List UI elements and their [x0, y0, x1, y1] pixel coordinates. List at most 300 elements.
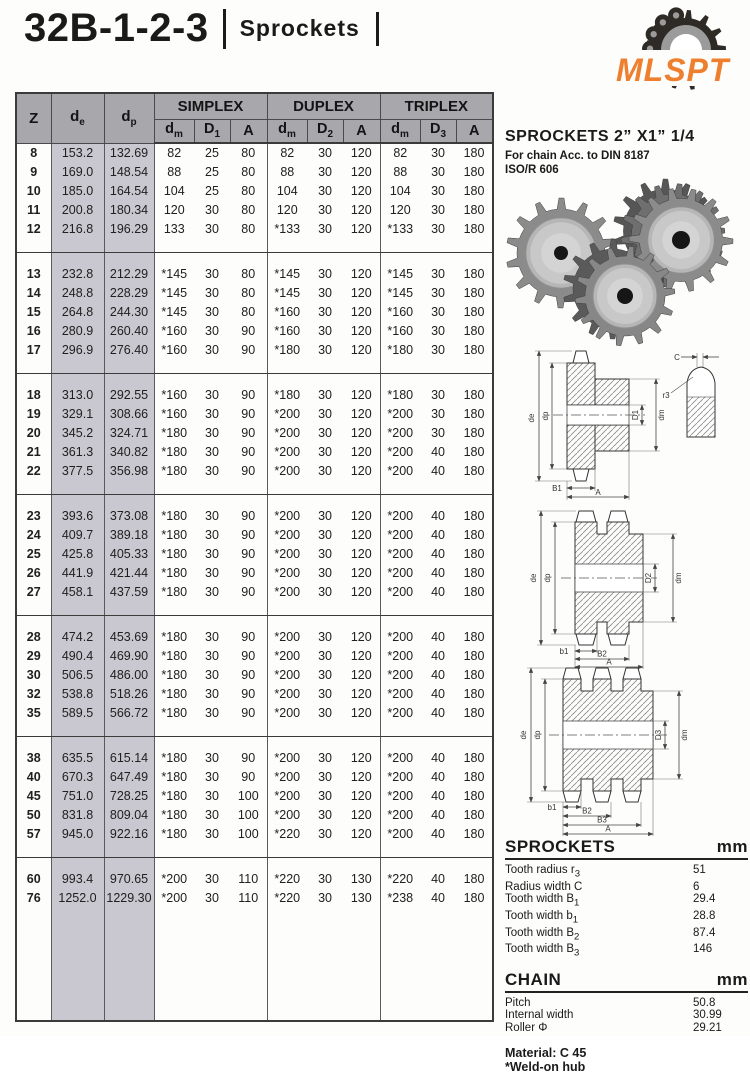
spacer-cell [343, 602, 380, 616]
table-cell: *180 [161, 528, 188, 542]
table-cell: 30 [318, 630, 332, 644]
spacer-cell [51, 602, 104, 616]
spec-value: 87.4 [693, 926, 716, 939]
table-cell: 260.40 [104, 322, 154, 341]
table-cell: 180 [463, 388, 485, 402]
table-cell: 50 [16, 806, 51, 825]
table-cell: 120 [343, 303, 380, 322]
spec-label: Radius width C [505, 880, 583, 893]
table-cell: 30 [318, 668, 332, 682]
table-cell: *200 [387, 808, 414, 822]
table-cell: 40 [431, 687, 445, 701]
spacer-cell [267, 374, 307, 387]
table-cell: 120 [163, 203, 185, 217]
spec-row [505, 910, 748, 927]
table-cell: 30 [205, 789, 219, 803]
dim-label: dp [541, 411, 550, 421]
spec-label: Tooth width $B_1$ [505, 893, 580, 909]
table-cell: 180 [463, 146, 485, 160]
table-cell: 120 [343, 284, 380, 303]
table-cell: 120 [343, 462, 380, 481]
dim-label: de [527, 413, 536, 423]
table-row [16, 386, 493, 405]
spacer-cell [456, 360, 493, 374]
table-cell: *200 [387, 464, 414, 478]
spacer-cell [267, 602, 307, 616]
table-cell: 180 [463, 165, 485, 179]
spacer-cell [51, 858, 104, 871]
table-cell: 180 [463, 872, 485, 886]
spec-label: Tooth width $B_3$ [505, 943, 580, 959]
table-cell: *180 [161, 789, 188, 803]
spacer-cell [267, 616, 307, 629]
table-cell: 104 [163, 184, 185, 198]
table-cell: 32 [16, 685, 51, 704]
table-cell: 180 [463, 305, 485, 319]
spec-row [505, 943, 748, 960]
spacer-cell [16, 253, 51, 266]
section-header: DUPLEX [267, 93, 380, 119]
title-divider [223, 9, 226, 49]
spacer-cell [267, 858, 307, 871]
spacer-row [16, 239, 493, 253]
table-cell: 180 [463, 184, 485, 198]
table-cell: 458.1 [51, 583, 104, 602]
table-cell: 180 [463, 789, 485, 803]
table-row [16, 583, 493, 602]
table-cell: *200 [274, 789, 301, 803]
spacer-cell [51, 616, 104, 629]
table-cell: 30 [318, 388, 332, 402]
table-cell: 486.00 [104, 666, 154, 685]
spacer-cell [51, 737, 104, 750]
table-cell: 88 [393, 165, 408, 179]
table-cell: 80 [230, 163, 267, 182]
table-cell: 133 [163, 222, 185, 236]
table-cell: 120 [343, 322, 380, 341]
table-row [16, 284, 493, 303]
dim-label: b1 [547, 803, 557, 812]
table-cell: 76 [16, 889, 51, 908]
table-cell: 30 [205, 407, 219, 421]
table-cell: 30 [205, 891, 219, 905]
table-cell: 30 [431, 324, 445, 338]
table-row [16, 704, 493, 723]
table-cell: 40 [431, 630, 445, 644]
spec-unit: mm [716, 969, 748, 989]
table-cell: 120 [343, 564, 380, 583]
table-cell: 296.9 [51, 341, 104, 360]
table-cell: 340.82 [104, 443, 154, 462]
table-cell: 80 [230, 220, 267, 239]
table-cell: 30 [318, 267, 332, 281]
spacer-cell [343, 616, 380, 629]
table-cell: 80 [230, 182, 267, 201]
spacer-cell [420, 495, 456, 508]
spacer-cell [343, 374, 380, 387]
table-cell: 180 [463, 203, 485, 217]
table-cell: 22 [16, 462, 51, 481]
table-cell: 212.29 [104, 265, 154, 284]
spacer-cell [230, 495, 267, 508]
dimension-table-container [15, 92, 494, 1022]
table-cell: 38 [16, 749, 51, 768]
table-cell: 18 [16, 386, 51, 405]
table-cell: 30 [205, 687, 219, 701]
table-cell: 1252.0 [51, 889, 104, 908]
table-cell: 30 [205, 528, 219, 542]
table-cell: 437.59 [104, 583, 154, 602]
table-cell: *200 [387, 789, 414, 803]
spacer-cell [456, 374, 493, 387]
table-cell: 40 [431, 528, 445, 542]
table-row [16, 265, 493, 284]
table-cell: 200.8 [51, 201, 104, 220]
dim-label: B1 [552, 484, 562, 493]
table-cell: 30 [205, 668, 219, 682]
table-cell: 40 [431, 566, 445, 580]
spacer-cell [380, 481, 420, 495]
table-cell: *200 [274, 547, 301, 561]
table-cell: 180 [463, 827, 485, 841]
spacer-cell [104, 737, 154, 750]
table-cell: 45 [16, 787, 51, 806]
spacer-cell [456, 844, 493, 858]
table-cell: *200 [387, 566, 414, 580]
table-cell: *180 [161, 751, 188, 765]
spec-row [505, 893, 748, 910]
table-cell: 1229.30 [104, 889, 154, 908]
table-row [16, 303, 493, 322]
spec-label: Tooth radius $r_3$ [505, 864, 581, 880]
table-cell: *200 [387, 509, 414, 523]
spacer-cell [343, 360, 380, 374]
col-subheader: $D_1$ [194, 119, 230, 143]
table-cell: 196.29 [104, 220, 154, 239]
table-cell: 292.55 [104, 386, 154, 405]
spacer-cell [420, 481, 456, 495]
spacer-cell [343, 253, 380, 266]
table-cell: 30 [431, 184, 445, 198]
table-cell: 180 [463, 324, 485, 338]
table-row [16, 322, 493, 341]
spec-value: 51 [693, 864, 706, 876]
table-cell: 30 [318, 789, 332, 803]
spec-row [505, 881, 748, 893]
table-cell: 120 [276, 203, 298, 217]
table-cell: *200 [274, 426, 301, 440]
table-cell: 180 [463, 687, 485, 701]
table-cell: 280.9 [51, 322, 104, 341]
table-cell: 30 [318, 184, 332, 198]
table-cell: 180.34 [104, 201, 154, 220]
spacer-cell [104, 495, 154, 508]
product-standard-line: For chain Acc. to DIN 8187 [505, 150, 650, 162]
table-cell: 30 [205, 222, 219, 236]
table-cell: 90 [230, 564, 267, 583]
table-cell: *200 [387, 827, 414, 841]
dim-label: A [595, 488, 601, 497]
table-cell: *180 [161, 687, 188, 701]
spec-section-name: CHAIN [505, 969, 562, 989]
table-cell: 232.8 [51, 265, 104, 284]
table-cell: 180 [463, 445, 485, 459]
col-subheader: A [456, 119, 493, 143]
spacer-cell [104, 253, 154, 266]
table-cell: 80 [230, 201, 267, 220]
table-cell: 15 [16, 303, 51, 322]
dim-label: de [519, 730, 528, 740]
table-cell: 20 [16, 424, 51, 443]
spacer-cell [420, 737, 456, 750]
drawing-duplex-section [505, 503, 740, 673]
spacer-cell [343, 495, 380, 508]
spacer-cell [194, 481, 230, 495]
table-cell: *145 [387, 286, 414, 300]
table-cell: 80 [230, 143, 267, 163]
table-cell: 356.98 [104, 462, 154, 481]
sprockets-spec-rows [505, 864, 748, 960]
table-cell: 441.9 [51, 564, 104, 583]
table-cell: *145 [161, 267, 188, 281]
table-cell: 100 [230, 806, 267, 825]
spacer-cell [307, 602, 343, 616]
spacer-cell [154, 844, 194, 858]
dim-label: dm [674, 572, 683, 584]
table-cell: 120 [343, 685, 380, 704]
spacer-cell [420, 908, 456, 1021]
table-cell: 30 [318, 827, 332, 841]
table-row [16, 220, 493, 239]
table-cell: 248.8 [51, 284, 104, 303]
table-cell: 90 [230, 768, 267, 787]
table-cell: 329.1 [51, 405, 104, 424]
spacer-row [16, 360, 493, 374]
table-cell: 30 [205, 305, 219, 319]
table-row [16, 424, 493, 443]
table-cell: 40 [431, 509, 445, 523]
spacer-cell [307, 374, 343, 387]
table-cell: *145 [161, 305, 188, 319]
table-cell: 90 [230, 507, 267, 526]
table-row [16, 666, 493, 685]
spacer-row [16, 616, 493, 629]
table-cell: 30 [431, 222, 445, 236]
spacer-cell [380, 374, 420, 387]
table-cell: 30 [431, 286, 445, 300]
table-cell: 120 [343, 768, 380, 787]
spacer-cell [307, 253, 343, 266]
table-cell: 40 [431, 789, 445, 803]
spacer-cell [420, 253, 456, 266]
table-cell: 120 [389, 203, 411, 217]
table-cell: 30 [205, 426, 219, 440]
spacer-cell [307, 858, 343, 871]
spacer-cell [194, 858, 230, 871]
table-cell: 120 [343, 704, 380, 723]
spacer-cell [456, 908, 493, 1021]
spacer-cell [267, 239, 307, 253]
table-cell: 589.5 [51, 704, 104, 723]
table-cell: 40 [431, 547, 445, 561]
spacer-cell [154, 858, 194, 871]
spacer-cell [307, 908, 343, 1021]
table-cell: 425.8 [51, 545, 104, 564]
spacer-cell [51, 495, 104, 508]
table-cell: 30 [205, 808, 219, 822]
table-cell: *145 [274, 286, 301, 300]
table-cell: 14 [16, 284, 51, 303]
table-cell: 100 [230, 825, 267, 844]
spacer-cell [420, 374, 456, 387]
spacer-cell [194, 723, 230, 737]
table-cell: 30 [205, 649, 219, 663]
spacer-row [16, 495, 493, 508]
table-cell: 405.33 [104, 545, 154, 564]
table-cell: 90 [230, 443, 267, 462]
spacer-cell [420, 858, 456, 871]
table-cell: 90 [230, 526, 267, 545]
table-cell: 120 [343, 220, 380, 239]
spacer-cell [456, 616, 493, 629]
table-cell: 180 [463, 464, 485, 478]
spacer-cell [230, 481, 267, 495]
table-cell: 120 [343, 265, 380, 284]
product-heading-block [505, 128, 750, 177]
table-cell: 30 [431, 388, 445, 402]
table-cell: 30 [205, 324, 219, 338]
spacer-cell [16, 481, 51, 495]
table-cell: 30 [205, 585, 219, 599]
chain-spec-rows [505, 997, 748, 1034]
table-cell: 421.44 [104, 564, 154, 583]
table-cell: 40 [431, 891, 445, 905]
table-cell: *180 [387, 388, 414, 402]
spacer-cell [230, 602, 267, 616]
table-cell: 21 [16, 443, 51, 462]
spec-value: 29.4 [693, 893, 716, 906]
table-cell: 216.8 [51, 220, 104, 239]
table-cell: *180 [161, 827, 188, 841]
spacer-cell [104, 602, 154, 616]
spacer-cell [456, 481, 493, 495]
table-cell: *160 [161, 388, 188, 402]
table-cell: *200 [387, 751, 414, 765]
table-cell: 945.0 [51, 825, 104, 844]
spacer-cell [154, 481, 194, 495]
table-cell: *160 [161, 343, 188, 357]
table-row [16, 889, 493, 908]
table-cell: *200 [387, 630, 414, 644]
chain-spec-section [505, 970, 748, 1034]
spacer-cell [456, 737, 493, 750]
table-cell: 30 [318, 649, 332, 663]
spacer-cell [104, 481, 154, 495]
table-cell: *238 [387, 891, 414, 905]
table-cell: 30 [205, 286, 219, 300]
drawing-triplex-section [505, 662, 740, 840]
table-cell: 25 [205, 146, 219, 160]
table-cell: 228.29 [104, 284, 154, 303]
table-cell: 104 [389, 184, 411, 198]
table-cell: 308.66 [104, 405, 154, 424]
table-cell: 30 [318, 146, 332, 160]
table-cell: 180 [463, 808, 485, 822]
spacer-cell [16, 616, 51, 629]
table-row [16, 526, 493, 545]
table-cell: *200 [274, 668, 301, 682]
brand-logo [610, 4, 748, 86]
table-cell: 130 [343, 889, 380, 908]
spacer-cell [194, 239, 230, 253]
table-cell: 169.0 [51, 163, 104, 182]
table-cell: 24 [16, 526, 51, 545]
spacer-cell [380, 908, 420, 1021]
spacer-row [16, 858, 493, 871]
table-cell: *160 [387, 324, 414, 338]
table-cell: 130 [343, 870, 380, 889]
table-cell: 993.4 [51, 870, 104, 889]
table-cell: *200 [161, 872, 188, 886]
table-cell: 30 [205, 445, 219, 459]
spacer-cell [456, 602, 493, 616]
table-cell: 30 [205, 706, 219, 720]
spacer-cell [267, 253, 307, 266]
table-cell: 30 [318, 891, 332, 905]
spacer-cell [104, 723, 154, 737]
table-cell: *180 [161, 649, 188, 663]
table-cell: 82 [167, 146, 182, 160]
table-cell: 82 [280, 146, 295, 160]
spacer-cell [16, 374, 51, 387]
table-cell: *200 [387, 649, 414, 663]
dim-label: dp [543, 573, 552, 583]
table-cell: *200 [274, 528, 301, 542]
sprocket-photos [503, 178, 747, 343]
table-cell: 635.5 [51, 749, 104, 768]
table-cell: 28 [16, 628, 51, 647]
table-cell: 180 [463, 407, 485, 421]
page-header [24, 6, 393, 51]
col-subheader: $d_m$ [380, 119, 420, 143]
table-cell: 120 [343, 545, 380, 564]
table-cell: *220 [387, 872, 414, 886]
spacer-cell [51, 481, 104, 495]
spacer-row [16, 253, 493, 266]
table-row [16, 787, 493, 806]
table-cell: 30 [431, 426, 445, 440]
table-cell: 153.2 [51, 143, 104, 163]
table-cell: *200 [387, 770, 414, 784]
spacer-cell [194, 737, 230, 750]
spacer-cell [194, 360, 230, 374]
table-cell: 30 [205, 872, 219, 886]
section-header: TRIPLEX [380, 93, 493, 119]
table-cell: *160 [161, 324, 188, 338]
spec-value: 28.8 [693, 909, 716, 922]
table-cell: 30 [205, 388, 219, 402]
spacer-cell [267, 360, 307, 374]
table-cell: *200 [274, 407, 301, 421]
table-cell: 30 [318, 528, 332, 542]
table-cell: 30 [205, 203, 219, 217]
dim-label: D1 [631, 409, 640, 421]
spec-value: 50.8 [693, 996, 716, 1009]
table-cell: 831.8 [51, 806, 104, 825]
spec-value: 29.21 [693, 1021, 722, 1034]
table-cell: 922.16 [104, 825, 154, 844]
spacer-cell [230, 360, 267, 374]
